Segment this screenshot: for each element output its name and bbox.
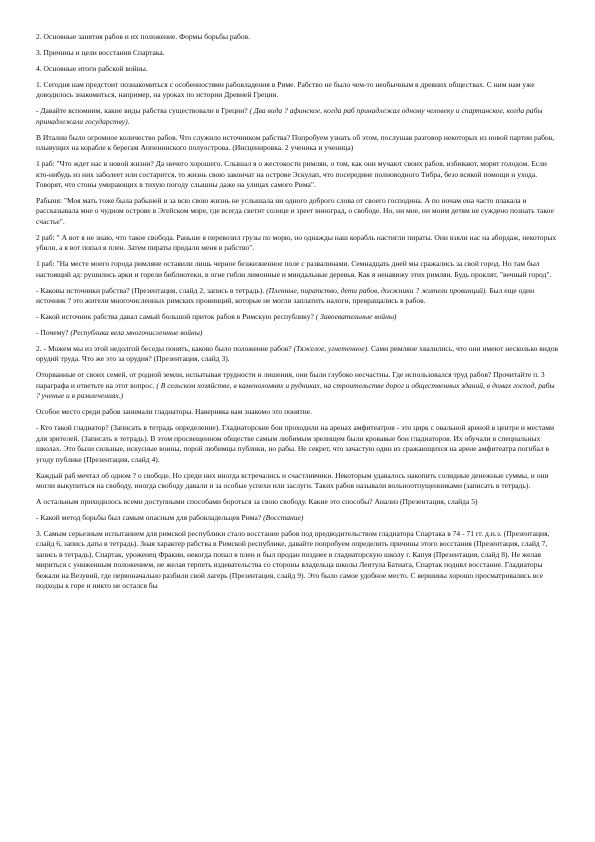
italic-answer-text: (Пленные, пиратство, дети рабов, должники ? жители провинций). [266, 285, 488, 295]
outline-item [36, 64, 560, 74]
paragraph-text: Сами римляне хвалились, что они имеют несколько видов орудий труда. Что же это за орудия? (Презентация, слайд 3). [36, 344, 559, 364]
paragraph-text: В Италии было огромное количество рабов. Что служило источником рабства? Попробуем узнать об этом, послушав разговор некоторых из новой партии рабов, плывущих на корабле к берегам Аппенинского полуострова. (Инсценировка. 2 ученика и ученица) [36, 132, 555, 153]
paragraph-text: Рабыня: "Моя мать тоже была рабыней и за всю свою жизнь не услышала ни одного доброго слова от своего господина. А по ночам она часто плакала и рассказывала мне о чудном острове в Эгейском море, где всегда светит солнце и зреет виноград, о свободе. Но, ни мне, ни моим детям не суждено познать такое счастье". [36, 196, 554, 226]
paragraph-text: 1. Сегодня нам предстоит познакомиться с особенностями рабовладения в Риме. Рабство не было чем-то необычным в древних обществах. С ним нам уже доводилось знакомиться, например, на уроках по истории Древней Греции. [36, 80, 535, 100]
dialogue-slave-1-second [36, 259, 560, 280]
italic-answer-text: ( В сельском хозяйстве, в каменоломнях и рудниках, на строительстве дорог и общественных зданий, в домах господ, рабы ? ученые и в развлечениях.) [36, 380, 555, 401]
outline-item [36, 32, 560, 42]
paragraph-text: 3. Причины и цели восстания Спартака. [36, 48, 165, 57]
paragraph-text: - Кто такой гладиатор? (Записать в тетрадь определение). Гладиаторские бои проходили на аренах амфитеатров - это цирк с овальной ареной в центре и местами для зрителей. (Записать в тетрадь). В этом просвещенном обществе самым любимым зрелищем были кровавые бои гладиаторов. Их обучали в специальных школах. Это были сильные, искусные воины, порой любимцы публики, но рабы. Не секрет, что зачастую один из сражающихся на арене амфитеатра погибал в угоду публике (Презентация, слайд 4). [36, 423, 555, 464]
freedmen-paragraph [36, 471, 560, 492]
paragraph-text: - Почему? [36, 328, 71, 338]
paragraph-text: - Какой источник рабства давал самый большой приток рабов в Римскую республику? [36, 312, 316, 322]
paragraph-text: Оторванные от своих семей, от родной земли, испытывая трудности и лишения, они были глубоко несчастны. Где использовался труд рабов? Прочитайте п. 3 параграфа и ответьте на этот вопрос. [36, 370, 545, 390]
italic-answer-text: ( Завоевательные войны) [315, 312, 397, 322]
question-why [36, 328, 560, 338]
paragraph-text: А остальным приходилось всеми доступными способами бороться за свою свободу. Какие это способы? Анализ (Презентация, слайда 5) [36, 496, 478, 506]
outline-item [36, 48, 560, 58]
dialogue-slave-2 [36, 233, 560, 254]
question-largest-source [36, 312, 560, 322]
document-page [36, 32, 560, 597]
paragraph-text: Каждый раб мечтал об одном ? о свободе. Но среди них иногда встречались и счастливчики. Некоторым удавалось накопить солидные денежные суммы, и они могли выкупиться на свободу, иногда свободу давали и за особые успехи или заслуги. Таких рабов называли вольноотпущенниками (записать в тетрадь). [36, 470, 549, 490]
struggle-methods-paragraph [36, 497, 560, 507]
paragraph-text: 1 раб: "На месте моего города римляне оставили лишь черное безжизненное поле с развалинами. Семнадцать дней мы сражались за свой город. Но там был настоящий ад: рушились арки и горели библиотеки, в огне гибли лимонные и миндальные деревья. Как я ненавижу этих римлян. Будь проклят, "вечный город". [36, 259, 552, 279]
dialogue-slave-1 [36, 159, 560, 190]
question-greek-slavery [36, 106, 560, 127]
slave-labour-paragraph [36, 370, 560, 401]
paragraph-text: 2. - Можем мы из этой недолгой беседы понять, каково было положение рабов? [36, 344, 294, 354]
paragraph-text: - Каковы источники рабства? (Презентация, слайд 2, запись в тетрадь). [36, 285, 267, 295]
paragraph-text: 4. Основные итоги рабской войны. [36, 64, 148, 73]
question-dangerous-method [36, 513, 560, 523]
paragraph-text: Был еще один источник ? это жители многочисленных римских провинций, которые не могли заплатить налоги, превращались в рабов. [36, 285, 535, 306]
paragraph-text: - Давайте вспомним, какие виды рабства существовали в Греции? [36, 106, 250, 116]
question-sources-of-slavery [36, 286, 560, 307]
dialogue-slave-woman [36, 196, 560, 227]
staging-intro-paragraph [36, 133, 560, 154]
italic-answer-text: (Тяжелое, угнетенное). [293, 344, 370, 354]
paragraph-text: 2 раб: " А вот я не знаю, что такое свобода. Раньше я перевозил грузы по морю, но однажды наш корабль настигли пираты. Они взяли нас на абордаж, некоторых убили, а я вот попал в плен. Затем пираты продали меня в рабство". [36, 232, 557, 253]
gladiator-definition-paragraph [36, 423, 560, 465]
italic-answer-text: ( Два вида ? афинское, когда раб принадлежал одному человеку и спартанское, когда рабы принадлежали государству). [36, 106, 543, 126]
paragraph-text: 3. Самым серьезным испытанием для римской республики стало восстание рабов под предводительством гладиатора Спартака в 74 - 71 гг. д.н.э. (Презентация, слайд 6, запись даты в тетрадь). Зная характер рабства в Римской республике, давайте попробуем определить причины этого восстания (Презентация, слайд 7, запись в тетрадь). Спартак, уроженец Фракии, некогда попал в плен и был продан позднее в гладиаторскую школу г. Капуя (Презентация, слайд 8). Не желая мириться с униженным положением, не желая терпеть издевательства со стороны владельца школы Лентула Батиата, Спартак поднял восстание. Гладиаторы бежали на Везувий, где первоначально разбили свой лагерь (Презентация, слайд 9). Это было самое удобное место. С вершины хорошо просматривались все подходы к горе и никто не остался бы [36, 528, 550, 590]
section-2-paragraph [36, 344, 560, 365]
paragraph-text: - Какой метод борьбы был самым опасным для рабовладельцев Рима? [36, 512, 264, 522]
intro-paragraph [36, 80, 560, 101]
italic-answer-text: (Восстание) [263, 512, 304, 522]
paragraph-text: 2. Основные занятия рабов и их положение. Формы борьбы рабов. [36, 32, 251, 41]
italic-answer-text: (Республика вела многочисленные войны) [70, 328, 203, 338]
paragraph-text: Особое место среди рабов занимали гладиаторы. Наверняка вам знакомо это понятие. [36, 407, 312, 417]
paragraph-text: 1 раб: "Что ждет нас в новой жизни? Да ничего хорошего. Слышал я о жестокости римлян, о том, как они мучают своих рабов, избивают, морят голодом. Если кто-нибудь из них заболеет или состарится, то жизнь свою закончат на острове Эскулап, что посередине полноводного Тибра, безо всякой помощи и ухода. Говорят, что стоны умирающих в тихую погоду слышны даже на улицах самого Рима". [36, 159, 547, 190]
gladiators-intro-paragraph [36, 407, 560, 417]
spartacus-paragraph [36, 529, 560, 591]
